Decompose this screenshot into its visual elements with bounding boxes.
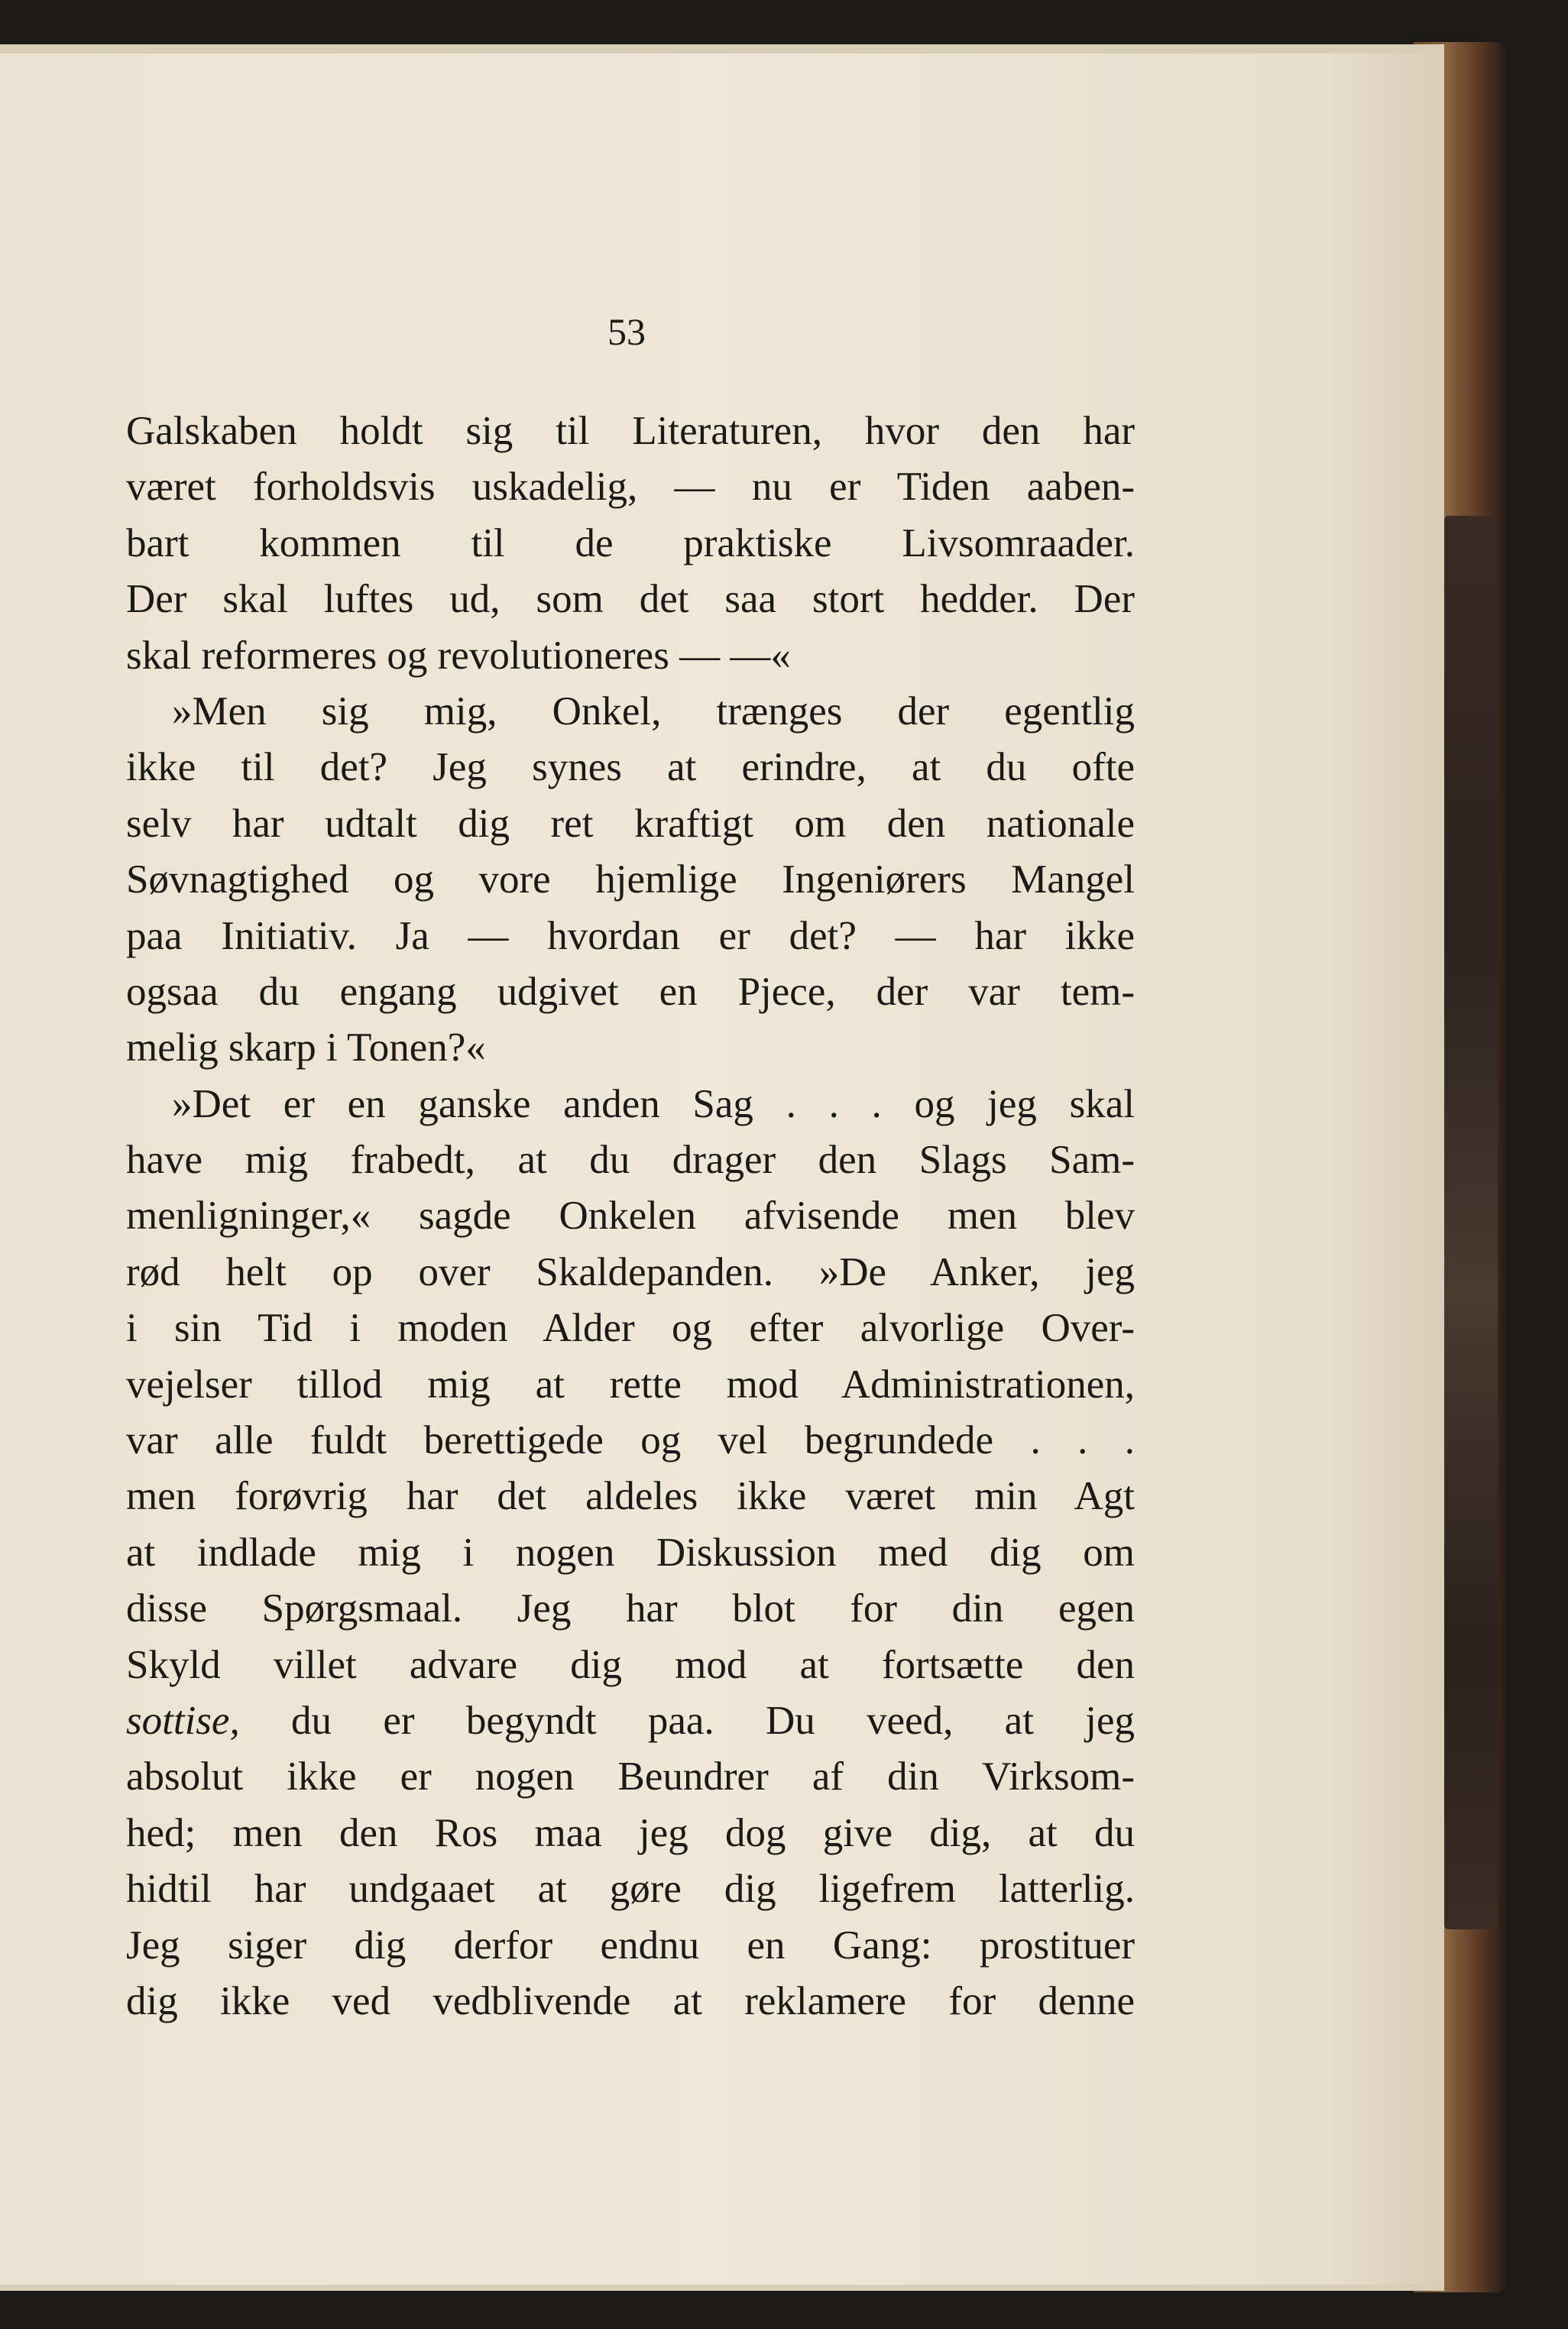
- text-line: skal reformeres og revolutioneres — —«: [126, 633, 791, 678]
- text-line: »Det er en ganske anden Sag . . . og jeg skal: [172, 1081, 1135, 1126]
- text-line: været forholdsvis uskadelig, — nu er Tiden aaben-: [126, 465, 1135, 510]
- italic-word: sottise,: [126, 1698, 240, 1743]
- text-line: bart kommen til de praktiske Livsomraader.: [126, 520, 1135, 565]
- text-line: ogsaa du engang udgivet en Pjece, der var tem-: [126, 969, 1135, 1014]
- text-line: Der skal luftes ud, som det saa stort hedder. Der: [126, 577, 1135, 622]
- text-line: disse Spørgsmaal. Jeg har blot for din egen: [126, 1586, 1135, 1631]
- text-line: have mig frabedt, at du drager den Slags Sam-: [126, 1138, 1135, 1183]
- text-line: menligninger,« sagde Onkelen afvisende men blev: [126, 1194, 1135, 1239]
- book-page: [0, 53, 1433, 2285]
- text-line: Jeg siger dig derfor endnu en Gang: prostituer: [126, 1922, 1135, 1968]
- text-line: ikke til det? Jeg synes at erindre, at du ofte: [126, 745, 1135, 790]
- text-line: men forøvrig har det aldeles ikke været min Agt: [126, 1474, 1135, 1519]
- text-line: Skyld villet advare dig mod at fortsætte den: [126, 1642, 1135, 1687]
- body-text: [126, 403, 1135, 2029]
- text-line: var alle fuldt berettigede og vel begrundede . . .: [126, 1418, 1135, 1463]
- text-line-rest: du er begyndt paa. Du veed, at jeg: [239, 1698, 1135, 1743]
- text-line: selv har udtalt dig ret kraftigt om den nationale: [126, 801, 1135, 846]
- text-line: hidtil har undgaaet at gøre dig ligefrem latterlig.: [126, 1867, 1135, 1912]
- text-line: Galskaben holdt sig til Literaturen, hvor den har: [126, 409, 1135, 453]
- text-line: melig skarp i Tonen?«: [126, 1025, 486, 1071]
- page-number: 53: [607, 310, 646, 353]
- text-line: absolut ikke er nogen Beundrer af din Virksom-: [126, 1754, 1135, 1799]
- text-line: paa Initiativ. Ja — hvordan er det? — har ikke: [126, 913, 1135, 958]
- text-line: vejelser tillod mig at rette mod Administrationen,: [126, 1362, 1135, 1407]
- text-line: at indlade mig i nogen Diskussion med dig om: [126, 1530, 1135, 1575]
- text-line: hed; men den Ros maa jeg dog give dig, at du: [126, 1810, 1135, 1855]
- text-line: rød helt op over Skaldepanden. »De Anker, jeg: [126, 1249, 1135, 1294]
- text-line: [126, 1693, 1135, 1749]
- text-line: »Men sig mig, Onkel, trænges der egentlig: [172, 688, 1135, 734]
- marbled-cover-board: [1444, 516, 1498, 1929]
- text-line: i sin Tid i moden Alder og efter alvorlige Over-: [126, 1306, 1135, 1351]
- text-line: Søvnagtighed og vore hjemlige Ingeniørers Mangel: [126, 857, 1135, 902]
- text-line: dig ikke ved vedblivende at reklamere for denne: [126, 1978, 1135, 2023]
